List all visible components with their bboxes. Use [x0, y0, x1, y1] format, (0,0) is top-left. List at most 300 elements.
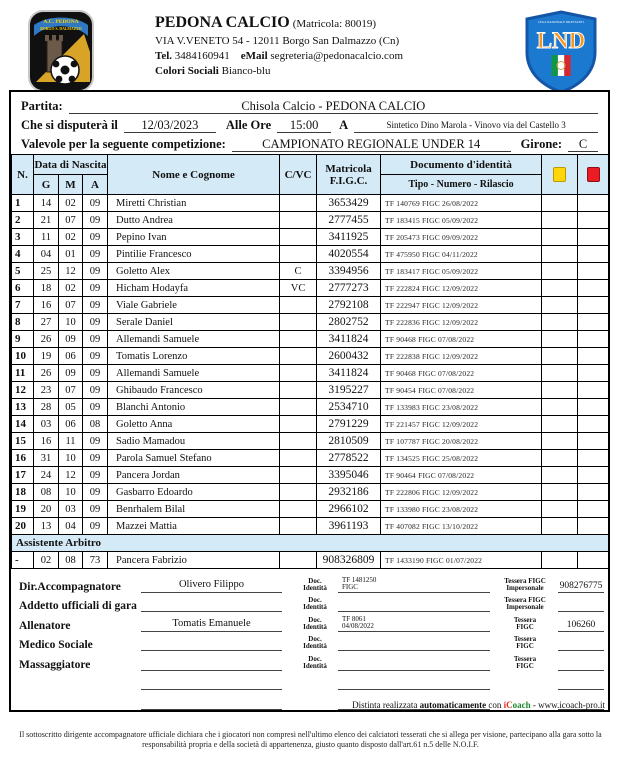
official-name-field: Tomatis Emanuele: [141, 617, 282, 632]
official-row: [11, 593, 608, 613]
cell-number: 1: [12, 195, 34, 212]
cell-player-name: Pintilie Francesco: [108, 246, 280, 263]
tessera-field: [558, 599, 604, 612]
cell-document: TF 140769 FIGC 26/08/2022: [381, 195, 542, 212]
cell-player-name: Allemandi Samuele: [108, 331, 280, 348]
cell-player-name: Pancera Fabrizio: [108, 552, 280, 569]
cell-month: 12: [59, 263, 83, 280]
partita-label: Partita:: [21, 99, 63, 113]
cell-yellow-card: [542, 518, 578, 535]
cell-matricola: 2792108: [317, 297, 381, 314]
cell-player-name: Blanchi Antonio: [108, 399, 280, 416]
cell-document: TF 222806 FIGC 12/09/2022: [381, 484, 542, 501]
venue-value: Sintetico Dino Marola - Vinovo via del Castello 3: [354, 118, 598, 133]
lnd-shield-icon: [525, 10, 597, 94]
cell-day: 23: [34, 382, 59, 399]
cell-red-card: [578, 229, 609, 246]
cell-matricola: 2777273: [317, 280, 381, 297]
cell-matricola: 3653429: [317, 195, 381, 212]
cell-number: 19: [12, 501, 34, 518]
cell-year: 09: [83, 365, 108, 382]
cell-red-card: [578, 484, 609, 501]
player-row: [12, 433, 609, 450]
cell-matricola: 2932186: [317, 484, 381, 501]
col-header-n: N.: [12, 155, 34, 195]
cell-year: 09: [83, 212, 108, 229]
cell-document: TF 183415 FIGC 05/09/2022: [381, 212, 542, 229]
competition-label: Valevole per la seguente competizione:: [21, 137, 226, 151]
software-credit: Distinta realizzata automaticamente con iCoach - www.icoach-pro.it: [352, 700, 605, 710]
player-row: [12, 467, 609, 484]
cell-month: 02: [59, 195, 83, 212]
cell-captain-flag: [280, 195, 317, 212]
cell-red-card: [578, 348, 609, 365]
assistant-referee-bar: [12, 535, 609, 552]
cell-year: 09: [83, 348, 108, 365]
player-row: [12, 212, 609, 229]
cell-yellow-card: [542, 314, 578, 331]
cell-matricola: 908326809: [317, 552, 381, 569]
cell-day: 13: [34, 518, 59, 535]
cell-year: 09: [83, 450, 108, 467]
cell-captain-flag: [280, 501, 317, 518]
email-value: segreteria@pedonacalcio.com: [270, 50, 403, 62]
cell-number: 13: [12, 399, 34, 416]
cell-day: 21: [34, 212, 59, 229]
svg-text:LEGA NAZIONALE DILETTANTI: LEGA NAZIONALE DILETTANTI: [538, 20, 584, 24]
col-header-document: Documento d'identità: [381, 155, 542, 175]
cell-yellow-card: [542, 195, 578, 212]
club-name: PEDONA CALCIO: [155, 14, 290, 31]
player-row: [12, 280, 609, 297]
tessera-field: [558, 658, 604, 671]
cell-month: 06: [59, 348, 83, 365]
players-table-header: [12, 155, 609, 195]
cell-year: 09: [83, 501, 108, 518]
cell-month: 09: [59, 331, 83, 348]
cell-document: TF 133980 FIGC 23/08/2022: [381, 501, 542, 518]
svg-text:A.C. PEDONA: A.C. PEDONA: [43, 19, 79, 25]
official-role-label: Allenatore: [19, 619, 71, 632]
player-row: [12, 382, 609, 399]
cell-year: 09: [83, 399, 108, 416]
cell-number: 4: [12, 246, 34, 263]
cell-player-name: Allemandi Samuele: [108, 365, 280, 382]
cell-number: 3: [12, 229, 34, 246]
declaration-footnote: Il sottoscritto dirigente accompagnatore ufficiale dichiara che i giocatori non compresi nell'ultimo elenco dei calciatori tesserati che si allega per visione, partecipano alla gara sotto la responsabilità propria e della società di appartenenza, giusto quanto disposto dall'art.61 n.5 delle N.O.I.F.: [19, 730, 602, 749]
cell-player-name: Serale Daniel: [108, 314, 280, 331]
tessera-field: 106260: [558, 619, 604, 632]
cell-month: 11: [59, 433, 83, 450]
cell-month: 12: [59, 467, 83, 484]
cell-document: TF 90454 FIGC 07/08/2022: [381, 382, 542, 399]
players-table-body: [12, 195, 609, 569]
cell-number: 20: [12, 518, 34, 535]
at-label: A: [339, 118, 349, 132]
cell-captain-flag: C: [280, 263, 317, 280]
cell-yellow-card: [542, 501, 578, 518]
red-card-icon: [587, 167, 600, 182]
tessera-field: 908276775: [559, 580, 603, 591]
cell-captain-flag: [280, 484, 317, 501]
cell-document: TF 222838 FIGC 12/09/2022: [381, 348, 542, 365]
cell-player-name: Sadio Mamadou: [108, 433, 280, 450]
cell-matricola: 3394956: [317, 263, 381, 280]
cell-year: 09: [83, 280, 108, 297]
tessera-label: Tessera FIGC Impersonale: [504, 596, 546, 611]
official-role-label: Addetto ufficiali di gara: [19, 600, 137, 612]
doc-identity-label: Doc. Identità: [303, 615, 327, 631]
cell-captain-flag: [280, 416, 317, 433]
cell-yellow-card: [542, 263, 578, 280]
cell-captain-flag: [280, 382, 317, 399]
cell-matricola: 2802752: [317, 314, 381, 331]
cell-red-card: [578, 263, 609, 280]
cell-number: -: [12, 552, 34, 569]
doc-identity-label: Doc. Identità: [303, 576, 327, 592]
col-header-a: A: [83, 175, 108, 195]
player-row: [12, 416, 609, 433]
player-row: [12, 501, 609, 518]
cell-month: 09: [59, 365, 83, 382]
match-row-datetime: [21, 114, 598, 133]
cell-yellow-card: [542, 552, 578, 569]
cell-yellow-card: [542, 399, 578, 416]
cell-matricola: 3195227: [317, 382, 381, 399]
official-row: [11, 612, 608, 632]
doc-identity-field: [338, 635, 490, 651]
cell-matricola: 2791229: [317, 416, 381, 433]
cell-day: 26: [34, 331, 59, 348]
cell-month: 02: [59, 229, 83, 246]
cell-yellow-card: [542, 297, 578, 314]
match-form-box: [9, 90, 610, 712]
cell-month: 01: [59, 246, 83, 263]
cell-red-card: [578, 365, 609, 382]
cell-red-card: [578, 382, 609, 399]
cell-number: 14: [12, 416, 34, 433]
svg-text:BORGO S. DALMAZZO: BORGO S. DALMAZZO: [40, 27, 82, 31]
cell-matricola: 2534710: [317, 399, 381, 416]
time-value: 15:00: [277, 118, 331, 133]
tessera-field: [558, 638, 604, 651]
cell-day: 16: [34, 433, 59, 450]
cell-yellow-card: [542, 382, 578, 399]
cell-player-name: Miretti Christian: [108, 195, 280, 212]
cell-matricola: 2778522: [317, 450, 381, 467]
col-header-doc-sub: Tipo - Numero - Rilascio: [381, 175, 542, 195]
cell-red-card: [578, 331, 609, 348]
cell-document: TF 1433190 FIGC 01/07/2022: [381, 552, 542, 569]
cell-captain-flag: [280, 212, 317, 229]
match-row-partita: [21, 95, 598, 114]
tessera-label: Tessera FIGC Impersonale: [504, 576, 546, 592]
doc-identity-field: TF 1481250 FIGC: [338, 577, 490, 593]
official-row: [11, 651, 608, 671]
player-row: [12, 365, 609, 382]
cell-month: 02: [59, 280, 83, 297]
tessera-label: Tessera FIGC: [513, 615, 537, 631]
cell-document: TF 222824 FIGC 12/09/2022: [381, 280, 542, 297]
cell-number: 7: [12, 297, 34, 314]
cell-number: 10: [12, 348, 34, 365]
cell-captain-flag: [280, 433, 317, 450]
cell-day: 20: [34, 501, 59, 518]
doc-identity-field: [338, 674, 490, 690]
cell-year: 09: [83, 518, 108, 535]
cell-captain-flag: [280, 229, 317, 246]
doc-identity-field: [338, 596, 490, 612]
cell-year: 09: [83, 314, 108, 331]
cell-document: TF 205473 FIGC 09/09/2022: [381, 229, 542, 246]
cell-yellow-card: [542, 229, 578, 246]
cell-yellow-card: [542, 212, 578, 229]
cell-year: 73: [83, 552, 108, 569]
col-header-cvc: C/VC: [280, 155, 317, 195]
cell-day: 26: [34, 365, 59, 382]
col-header-red-card: [578, 155, 609, 195]
cell-year: 09: [83, 433, 108, 450]
cell-yellow-card: [542, 467, 578, 484]
col-header-name: Nome e Cognome: [108, 155, 280, 195]
cell-matricola: 2966102: [317, 501, 381, 518]
doc-identity-field: [338, 655, 490, 671]
cell-matricola: 2600432: [317, 348, 381, 365]
player-row: [12, 518, 609, 535]
cell-yellow-card: [542, 365, 578, 382]
official-row: [11, 632, 608, 652]
cell-day: 24: [34, 467, 59, 484]
player-row: [12, 229, 609, 246]
cell-month: 03: [59, 501, 83, 518]
cell-month: 04: [59, 518, 83, 535]
cell-player-name: Benrhalem Bilal: [108, 501, 280, 518]
icoach-brand: iC: [503, 700, 513, 710]
cell-number: 15: [12, 433, 34, 450]
officials-section: [11, 569, 608, 711]
partita-value: Chisola Calcio - PEDONA CALCIO: [69, 99, 598, 114]
col-header-m: M: [59, 175, 83, 195]
cell-captain-flag: [280, 297, 317, 314]
cell-day: 08: [34, 484, 59, 501]
cell-player-name: Parola Samuel Stefano: [108, 450, 280, 467]
player-row: [12, 297, 609, 314]
cell-matricola: 2777455: [317, 212, 381, 229]
cell-player-name: Mazzei Mattia: [108, 518, 280, 535]
cell-document: TF 407082 FIGC 13/10/2022: [381, 518, 542, 535]
colors-label: Colori Sociali: [155, 65, 219, 77]
cell-player-name: Ghibaudo Francesco: [108, 382, 280, 399]
cell-red-card: [578, 280, 609, 297]
cell-number: 16: [12, 450, 34, 467]
cell-player-name: Dutto Andrea: [108, 212, 280, 229]
match-row-competition: [21, 133, 598, 152]
cell-captain-flag: [280, 518, 317, 535]
cell-year: 09: [83, 246, 108, 263]
doc-identity-label: Doc. Identità: [303, 635, 327, 650]
cell-matricola: 4020554: [317, 246, 381, 263]
cell-player-name: Hicham Hodayfa: [108, 280, 280, 297]
players-table: [11, 154, 609, 569]
official-role-label: Dir.Accompagnatore: [19, 580, 121, 593]
col-header-matricola: Matricola F.I.G.C.: [317, 155, 381, 195]
cell-number: 11: [12, 365, 34, 382]
cell-matricola: 3395046: [317, 467, 381, 484]
player-row: [12, 399, 609, 416]
club-crest-icon: [28, 10, 94, 92]
cell-month: 07: [59, 212, 83, 229]
cell-player-name: Goletto Alex: [108, 263, 280, 280]
cell-captain-flag: [280, 365, 317, 382]
cell-yellow-card: [542, 450, 578, 467]
cell-number: 8: [12, 314, 34, 331]
cell-document: TF 107787 FIGC 20/08/2022: [381, 433, 542, 450]
club-info: [155, 14, 403, 77]
cell-yellow-card: [542, 484, 578, 501]
cell-month: 10: [59, 484, 83, 501]
club-contacts: [155, 50, 403, 62]
cell-document: TF 90468 FIGC 07/08/2022: [381, 331, 542, 348]
doc-identity-label: Doc. Identità: [303, 596, 327, 611]
cell-document: TF 183417 FIGC 05/09/2022: [381, 263, 542, 280]
cell-number: 2: [12, 212, 34, 229]
cell-red-card: [578, 518, 609, 535]
official-name-field: [141, 656, 282, 671]
cell-matricola: 3961193: [317, 518, 381, 535]
cell-month: 08: [59, 552, 83, 569]
cell-document: TF 475950 FIGC 04/11/2022: [381, 246, 542, 263]
official-name-field: [141, 675, 282, 690]
cell-red-card: [578, 297, 609, 314]
cell-number: 5: [12, 263, 34, 280]
doc-identity-field: TF 8061 04/08/2022: [338, 616, 490, 632]
official-name-field: [141, 695, 282, 710]
player-row: [12, 263, 609, 280]
cell-red-card: [578, 433, 609, 450]
cell-red-card: [578, 416, 609, 433]
club-crest-logo: [28, 10, 94, 97]
official-role-label: Massaggiatore: [19, 658, 91, 671]
player-row: [12, 195, 609, 212]
cell-red-card: [578, 552, 609, 569]
cell-day: 19: [34, 348, 59, 365]
cell-player-name: Pancera Jordan: [108, 467, 280, 484]
cell-month: 07: [59, 382, 83, 399]
player-row: [12, 331, 609, 348]
col-header-yellow-card: [542, 155, 578, 195]
cell-captain-flag: [280, 552, 317, 569]
cell-player-name: Gasbarro Edoardo: [108, 484, 280, 501]
cell-day: 14: [34, 195, 59, 212]
colors-value: Bianco-blu: [221, 65, 271, 77]
official-role-label: Medico Sociale: [19, 639, 93, 651]
cell-player-name: Tomatis Lorenzo: [108, 348, 280, 365]
cell-document: TF 90464 FIGC 07/08/2022: [381, 467, 542, 484]
cell-month: 10: [59, 314, 83, 331]
tel-value: 3484160941: [174, 50, 230, 62]
club-matricola: (Matricola: 80019): [292, 18, 377, 30]
cell-number: 9: [12, 331, 34, 348]
player-row: [12, 552, 609, 569]
cell-number: 12: [12, 382, 34, 399]
cell-number: 6: [12, 280, 34, 297]
player-row: [12, 348, 609, 365]
girone-value: C: [568, 137, 598, 152]
cell-day: 16: [34, 297, 59, 314]
cell-captain-flag: [280, 467, 317, 484]
cell-year: 09: [83, 195, 108, 212]
lnd-logo: [525, 10, 597, 99]
cell-day: 03: [34, 416, 59, 433]
cell-red-card: [578, 501, 609, 518]
cell-captain-flag: [280, 314, 317, 331]
cell-document: TF 222836 FIGC 12/09/2022: [381, 314, 542, 331]
cell-document: TF 90468 FIGC 07/08/2022: [381, 365, 542, 382]
cell-captain-flag: [280, 348, 317, 365]
cell-red-card: [578, 212, 609, 229]
cell-day: 04: [34, 246, 59, 263]
club-address: VIA V.VENETO 54 - 12011 Borgo San Dalmazzo (Cn): [155, 35, 400, 47]
competition-value: CAMPIONATO REGIONALE UNDER 14: [232, 137, 511, 152]
cell-captain-flag: [280, 331, 317, 348]
cell-day: 25: [34, 263, 59, 280]
cell-matricola: 3411824: [317, 331, 381, 348]
cell-player-name: Pepino Ivan: [108, 229, 280, 246]
cell-document: TF 133983 FIGC 23/08/2022: [381, 399, 542, 416]
cell-red-card: [578, 399, 609, 416]
time-label: Alle Ore: [225, 118, 272, 132]
svg-text:LND: LND: [536, 28, 586, 53]
cell-matricola: 2810509: [317, 433, 381, 450]
cell-yellow-card: [542, 433, 578, 450]
official-name-field: [141, 636, 282, 651]
girone-label: Girone:: [520, 137, 562, 151]
cell-year: 09: [83, 263, 108, 280]
document-header: [0, 8, 621, 88]
cell-red-card: [578, 450, 609, 467]
assistant-referee-label: Assistente Arbitro: [12, 535, 609, 552]
official-name-field: [141, 597, 282, 612]
cell-year: 09: [83, 297, 108, 314]
cell-captain-flag: [280, 399, 317, 416]
cell-matricola: 3411925: [317, 229, 381, 246]
cell-year: 09: [83, 229, 108, 246]
match-info: [11, 92, 608, 154]
cell-yellow-card: [542, 280, 578, 297]
cell-year: 09: [83, 331, 108, 348]
player-row: [12, 246, 609, 263]
tel-label: Tel.: [155, 50, 173, 62]
player-row: [12, 314, 609, 331]
cell-red-card: [578, 195, 609, 212]
cell-day: 18: [34, 280, 59, 297]
official-row: [11, 573, 608, 593]
cell-document: TF 134525 FIGC 25/08/2022: [381, 450, 542, 467]
cell-day: 02: [34, 552, 59, 569]
cell-year: 08: [83, 416, 108, 433]
col-header-g: G: [34, 175, 59, 195]
cell-yellow-card: [542, 416, 578, 433]
cell-number: 17: [12, 467, 34, 484]
cell-yellow-card: [542, 348, 578, 365]
club-title: [155, 14, 403, 32]
player-row: [12, 450, 609, 467]
cell-captain-flag: [280, 450, 317, 467]
cell-red-card: [578, 314, 609, 331]
yellow-card-icon: [553, 167, 566, 182]
cell-yellow-card: [542, 331, 578, 348]
cell-month: 06: [59, 416, 83, 433]
